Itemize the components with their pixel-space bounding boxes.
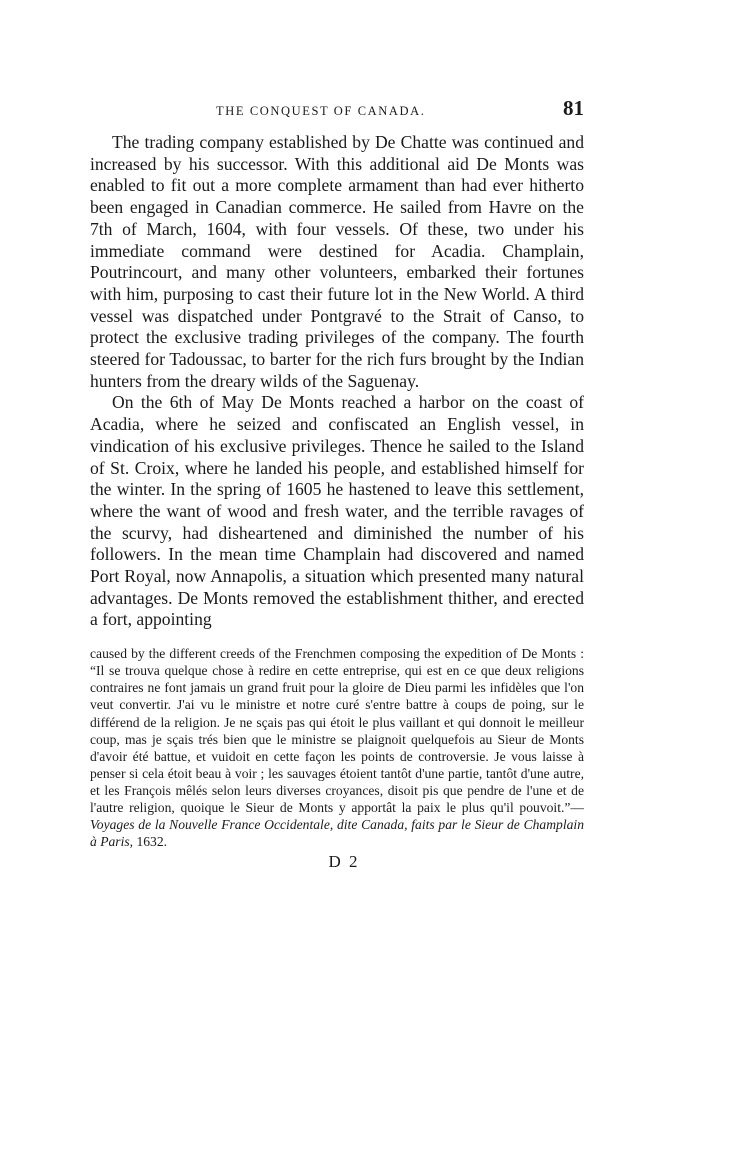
running-header	[90, 96, 584, 132]
footnote-source-citation: Voyages de la Nouvelle France Occidentale, dite Canada, faits par le Sieur de Champlain à Paris,	[90, 817, 584, 850]
footnote	[90, 645, 584, 850]
footnote-text: caused by the different creeds of the Frenchmen composing the expedition of De Monts : “Il se trouva quelque chose à redire en cette entreprise, qui est en ce que deux religions contraires ne font jamais un grand fruit pour la gloire de Dieu parmi les infidèles que l'on veut convertir. J'ai vu le ministre et notre curé s'entre battre à coups de poing, sur le différend de la religion. Je ne sçais pas qui étoit le plus vaillant et qui donnoit le meilleur coup, mas je sçais trés bien que le ministre se plaignoit quelquefois au Sieur de Monts d'avoir été battue, et vuidoit en cette façon les points de controversie. Je vous laisse à penser si cela étoit beau à voir ; les sauvages étoient tantôt d'une partie, tantôt d'une autre, et les François mêlés selon leurs diverses croyances, disoit pis que pendre de l'une et de l'autre religion, quoique le Sieur de Monts y apportât la paix le plus qu'il pouvoit.”—	[90, 646, 584, 816]
running-title: THE CONQUEST OF CANADA.	[216, 104, 426, 118]
paragraph-acadia-settlement: On the 6th of May De Monts reached a harbor on the coast of Acadia, where he seized and confiscated an English vessel, in vindication of his exclusive privileges. Thence he sailed to the Island of St. Croix, where he landed his people, and established himself for the winter. In the spring of 1605 he hastened to leave this settlement, where the want of wood and fresh water, and the terrible ravages of the scurvy, had disheartened and diminished the number of his followers. In the mean time Champlain had discovered and named Port Royal, now Annapolis, a situation which presented many natural advantages. De Monts removed the establishment thither, and erected a fort, appointing	[90, 392, 584, 630]
page-number: 81	[563, 96, 584, 120]
signature-mark: D 2	[328, 852, 360, 872]
book-page	[90, 96, 584, 872]
paragraph-de-monts-expedition: The trading company established by De Chatte was continued and increased by his successor. With this additional aid De Monts was enabled to fit out a more complete armament than had ever hitherto been engaged in Canadian commerce. He sailed from Havre on the 7th of March, 1604, with four vessels. Of these, two under his immediate command were destined for Acadia. Champlain, Poutrincourt, and many other volunteers, embarked their fortunes with him, purposing to cast their future lot in the New World. A third vessel was dispatched under Pontgravé to the Strait of Canso, to protect the exclusive trading privileges of the company. The fourth steered for Tadoussac, to barter for the rich furs brought by the Indian hunters from the dreary wilds of the Saguenay.	[90, 132, 584, 391]
footnote-year: 1632.	[133, 834, 168, 850]
